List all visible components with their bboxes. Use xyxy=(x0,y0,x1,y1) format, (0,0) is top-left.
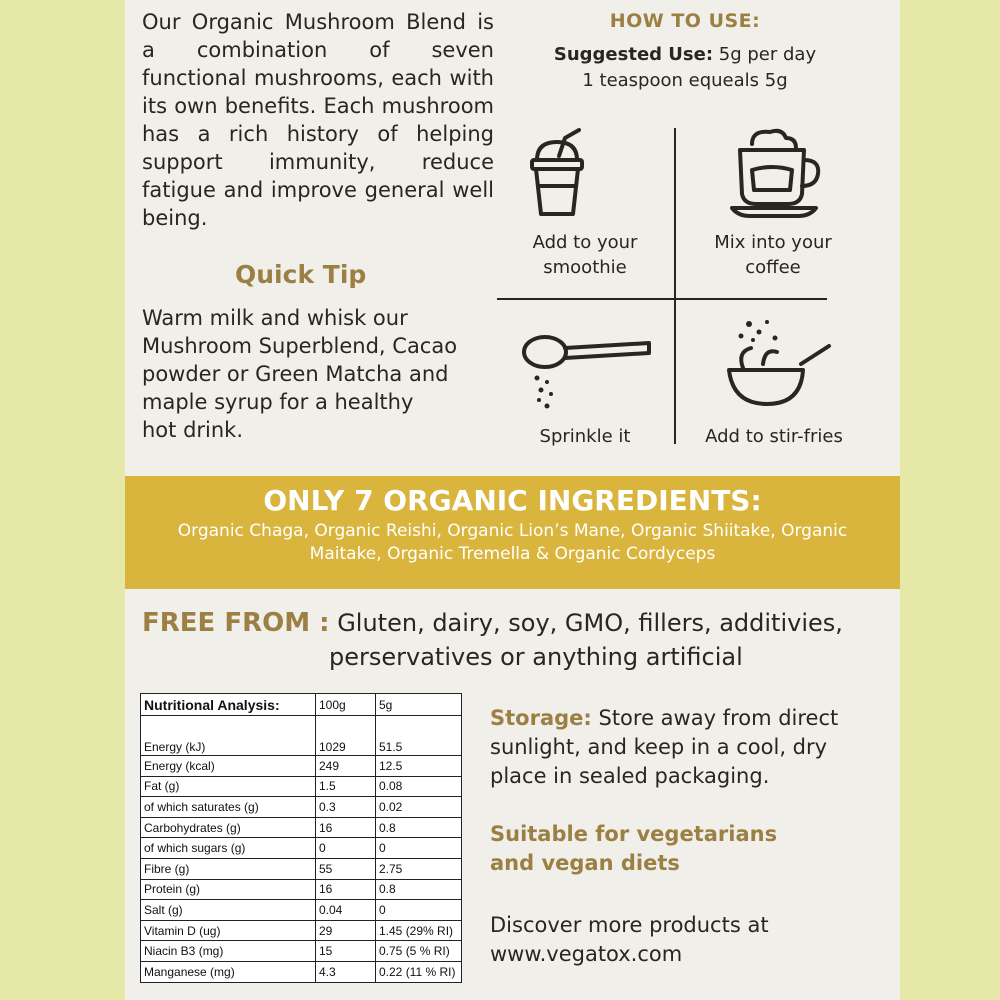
quick-tip-text xyxy=(142,304,494,444)
free-from-text: perservatives or anything artificial xyxy=(329,643,743,671)
value-5g: 0.22 (11 % RI) xyxy=(376,961,462,982)
storage-text: place in sealed packaging. xyxy=(490,764,770,788)
intro-text: Our Organic Mushroom Blend is a combination of seven functional mushrooms, each with its own benefits. Each mushroom has a rich history of helping support immunity, reduce fatigue and improve general well being. xyxy=(142,10,494,230)
storage-text: sunlight, and keep in a cool, dry xyxy=(490,735,828,759)
value-5g: 0.8 xyxy=(376,879,462,900)
value-5g: 0.02 xyxy=(376,797,462,818)
coffee-caption xyxy=(688,230,858,280)
value-5g: 51.5 xyxy=(376,716,462,756)
nutrient-name: Carbohydrates (g) xyxy=(141,817,316,838)
product-info-panel xyxy=(125,0,900,1000)
value-100g: 0 xyxy=(316,838,376,859)
value-100g: 16 xyxy=(316,879,376,900)
value-100g: 15 xyxy=(316,941,376,962)
caption-line: coffee xyxy=(745,257,801,278)
ingredients-title: ONLY 7 ORGANIC INGREDIENTS: xyxy=(263,484,762,517)
table-row xyxy=(141,900,462,921)
storage-label: Storage: xyxy=(490,706,592,730)
table-row xyxy=(141,879,462,900)
ingredients-banner xyxy=(125,476,900,589)
stir-fry-caption: Add to stir-fries xyxy=(705,426,843,447)
sprinkle-caption: Sprinkle it xyxy=(539,426,631,447)
nutrient-name: Protein (g) xyxy=(141,879,316,900)
nutrition-table xyxy=(140,693,462,983)
value-5g: 12.5 xyxy=(376,756,462,777)
value-100g: 4.3 xyxy=(316,961,376,982)
quick-tip-line: powder or Green Matcha and xyxy=(142,362,449,386)
grid-divider-horizontal xyxy=(497,298,827,300)
table-row xyxy=(141,756,462,777)
value-5g: 1.45 (29% RI) xyxy=(376,920,462,941)
table-row xyxy=(141,817,462,838)
table-header-row xyxy=(141,694,462,716)
table-row xyxy=(141,716,462,756)
caption-line: smoothie xyxy=(543,257,627,278)
nutrient-name: Fibre (g) xyxy=(141,858,316,879)
quick-tip-title: Quick Tip xyxy=(235,260,367,289)
caption-line: Mix into your xyxy=(714,232,832,253)
quick-tip-line: Warm milk and whisk our xyxy=(142,306,408,330)
smoothie-caption xyxy=(500,230,670,280)
column-header-100g: 100g xyxy=(316,694,376,716)
quick-tip-line: hot drink. xyxy=(142,418,244,442)
table-row xyxy=(141,941,462,962)
value-5g: 0.08 xyxy=(376,776,462,797)
value-100g: 55 xyxy=(316,858,376,879)
suggested-use-label: Suggested Use: xyxy=(553,44,714,65)
discover-section xyxy=(490,911,880,969)
how-to-use-title: HOW TO USE: xyxy=(609,10,761,32)
nutrient-name: Energy (kJ) xyxy=(141,716,316,756)
value-5g: 0 xyxy=(376,900,462,921)
free-from-section xyxy=(142,606,843,674)
suggested-use-value: 5g per day xyxy=(718,44,817,65)
value-5g: 2.75 xyxy=(376,858,462,879)
value-5g: 0 xyxy=(376,838,462,859)
suggested-use xyxy=(505,44,865,65)
vegan-line: Suitable for vegetarians xyxy=(490,822,778,846)
table-row xyxy=(141,858,462,879)
wok-icon xyxy=(723,318,835,410)
value-100g: 0.04 xyxy=(316,900,376,921)
value-5g: 0.75 (5 % RI) xyxy=(376,941,462,962)
teaspoon-note: 1 teaspoon equeals 5g xyxy=(582,70,788,91)
table-row xyxy=(141,776,462,797)
value-100g: 29 xyxy=(316,920,376,941)
column-header-5g: 5g xyxy=(376,694,462,716)
quick-tip-line: maple syrup for a healthy xyxy=(142,390,414,414)
ingredients-line: Organic Chaga, Organic Reishi, Organic Lion’s Mane, Organic Shiitake, Organic xyxy=(177,521,848,541)
value-100g: 0.3 xyxy=(316,797,376,818)
nutrient-name: Fat (g) xyxy=(141,776,316,797)
storage-text: Store away from direct xyxy=(598,706,839,730)
vegan-line: and vegan diets xyxy=(490,851,680,875)
value-100g: 1029 xyxy=(316,716,376,756)
coffee-cup-icon xyxy=(730,126,826,220)
discover-text: Discover more products at xyxy=(490,913,769,937)
spoon-icon xyxy=(521,328,653,414)
table-row xyxy=(141,838,462,859)
value-100g: 249 xyxy=(316,756,376,777)
nutrient-name: Vitamin D (ug) xyxy=(141,920,316,941)
nutrient-name: Niacin B3 (mg) xyxy=(141,941,316,962)
table-row xyxy=(141,920,462,941)
free-from-text: Gluten, dairy, soy, GMO, fillers, additivies, xyxy=(337,609,843,637)
nutrient-name: Manganese (mg) xyxy=(141,961,316,982)
table-row xyxy=(141,961,462,982)
caption-line: Add to your xyxy=(532,232,638,253)
free-from-label: FREE FROM : xyxy=(142,608,330,638)
quick-tip-line: Mushroom Superblend, Cacao xyxy=(142,334,458,358)
nutrient-name: of which saturates (g) xyxy=(141,797,316,818)
nutrient-name: of which sugars (g) xyxy=(141,838,316,859)
value-100g: 1.5 xyxy=(316,776,376,797)
smoothie-cup-icon xyxy=(527,126,587,218)
storage-section xyxy=(490,704,880,791)
nutrient-name: Energy (kcal) xyxy=(141,756,316,777)
website-link[interactable]: www.vegatox.com xyxy=(490,942,683,966)
table-row xyxy=(141,797,462,818)
value-5g: 0.8 xyxy=(376,817,462,838)
nutrition-title: Nutritional Analysis: xyxy=(141,694,316,716)
nutrient-name: Salt (g) xyxy=(141,900,316,921)
value-100g: 16 xyxy=(316,817,376,838)
grid-divider-vertical xyxy=(674,128,676,444)
vegan-note xyxy=(490,820,880,878)
ingredients-line: Maitake, Organic Tremella & Organic Cordyceps xyxy=(309,544,716,564)
